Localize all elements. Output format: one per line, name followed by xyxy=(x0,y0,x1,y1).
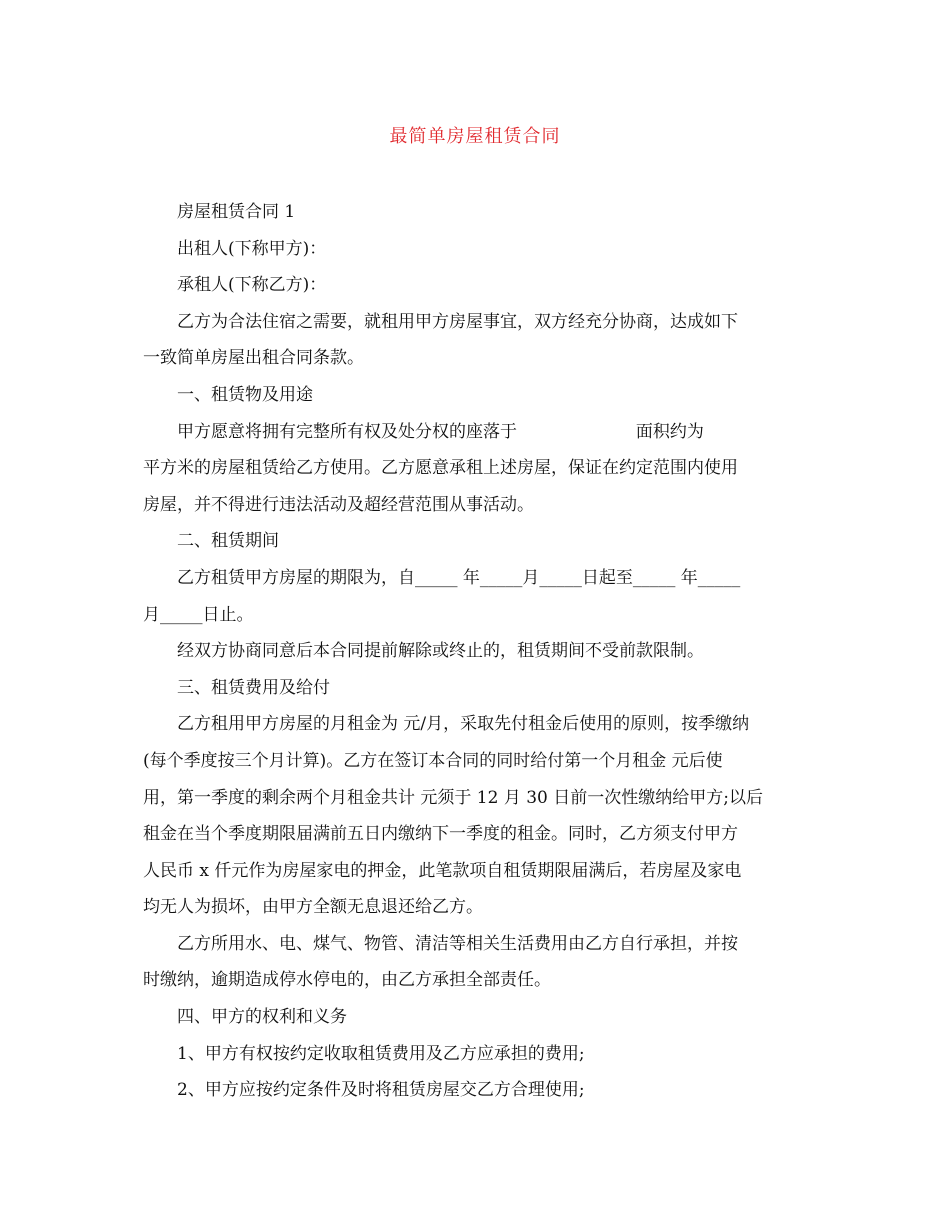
text-line: 一致简单房屋出租合同条款。 xyxy=(143,348,364,369)
document-body xyxy=(143,194,807,1109)
text-line: 承租人(下称乙方)： xyxy=(177,275,327,296)
text-line: 均无人为损坏，由甲方全额无息退还给乙方。 xyxy=(143,897,483,918)
text-line: 平方米的房屋租赁给乙方使用。乙方愿意承租上述房屋，保证在约定范围内使用 xyxy=(143,458,738,479)
text-line: 人民币 x 仟元作为房屋家电的押金，此笔款项自租赁期限届满后，若房屋及家电 xyxy=(143,860,742,881)
text-line: 时缴纳，逾期造成停水停电的，由乙方承担全部责任。 xyxy=(143,970,551,991)
text-line: 租金在当个季度期限届满前五日内缴纳下一季度的租金。同时，乙方须支付甲方 xyxy=(143,824,738,845)
text-line: 一、租赁物及用途 xyxy=(177,384,313,405)
text-line: 2、甲方应按约定条件及时将租赁房屋交乙方合理使用; xyxy=(177,1080,585,1101)
text-line: 用，第一季度的剩余两个月租金共计 元须于 12 月 30 日前一次性缴纳给甲方;以后 xyxy=(143,787,764,808)
text-line: 乙方租赁甲方房屋的期限为，自_____ 年_____月_____日起至_____ 年_____ xyxy=(177,567,741,588)
document-title: 最简单房屋租赁合同 xyxy=(389,126,561,147)
text-line: 出租人(下称甲方)： xyxy=(177,238,327,259)
text-line: 乙方所用水、电、煤气、物管、清洁等相关生活费用由乙方自行承担，并按 xyxy=(177,933,738,954)
text-line: 房屋，并不得进行违法活动及超经营范围从事活动。 xyxy=(143,494,534,515)
text-line: 三、租赁费用及给付 xyxy=(177,677,330,698)
text-line: 房屋租赁合同 1 xyxy=(177,202,296,222)
text-line: (每个季度按三个月计算)。乙方在签订本合同的同时给付第一个月租金 元后使 xyxy=(143,750,723,771)
text-line: 1、甲方有权按约定收取租赁费用及乙方应承担的费用; xyxy=(177,1043,585,1064)
text-line: 二、租赁期间 xyxy=(177,531,279,552)
text-line: 四、甲方的权利和义务 xyxy=(177,1007,347,1028)
text-line: 月_____日止。 xyxy=(143,604,254,625)
text-line: 乙方为合法住宿之需要，就租用甲方房屋事宜，双方经充分协商，达成如下 xyxy=(177,311,738,332)
text-line: 甲方愿意将拥有完整所有权及处分权的座落于 面积约为 xyxy=(177,421,704,442)
text-line: 经双方协商同意后本合同提前解除或终止的，租赁期间不受前款限制。 xyxy=(177,641,704,662)
text-line: 乙方租用甲方房屋的月租金为 元/月，采取先付租金后使用的原则，按季缴纳 xyxy=(177,714,750,735)
